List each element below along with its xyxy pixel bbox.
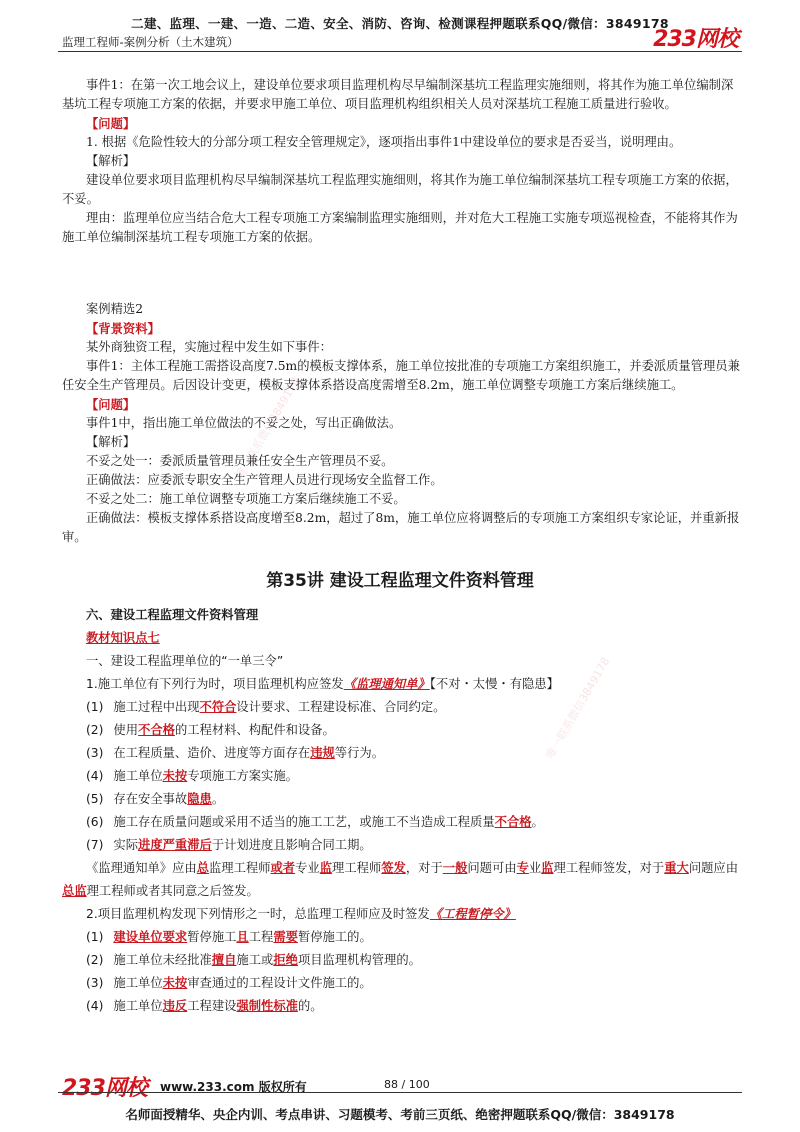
- case2-analysis-2: 正确做法：应委派专职安全生产管理人员进行现场安全监督工作。: [86, 473, 443, 487]
- condition-text: 施工或: [236, 953, 274, 967]
- condition-text: 专项施工方案实施。: [187, 769, 298, 783]
- condition-highlight: 不符合: [199, 700, 237, 714]
- document-subtitle: 监理工程师-案例分析（土木建筑）: [62, 35, 239, 49]
- condition-highlight: 进度严重滞后: [138, 838, 212, 852]
- condition-text: 工程: [248, 930, 274, 944]
- condition-number: (6): [86, 815, 104, 829]
- condition-text: 的。: [297, 999, 323, 1013]
- condition-text: 实际: [113, 838, 139, 852]
- suspension-condition-item: [62, 972, 740, 995]
- condition-number: (4): [86, 999, 104, 1013]
- condition-text: 设计要求、工程建设标准、合同约定。: [236, 700, 446, 714]
- condition-highlight: 需要: [273, 930, 298, 944]
- case2-background-1: 某外商独资工程，实施过程中发生如下事件：: [86, 340, 332, 354]
- condition-text: 施工过程中出现: [113, 700, 200, 714]
- condition-text: 暂停施工的。: [297, 930, 372, 944]
- case1-analysis-1: 建设单位要求项目监理机构尽早编制深基坑工程监理实施细则，将其作为施工单位编制深基坑工程专项施工方案的依据，不妥。: [62, 173, 738, 206]
- condition-number: (7): [86, 838, 104, 852]
- footer-site: www.233.com 版权所有: [160, 1080, 307, 1094]
- condition-highlight: 未按: [162, 769, 188, 783]
- case1-question-tag: 【问题】: [86, 116, 136, 131]
- case2-analysis-3: 不妥之处二：施工单位调整专项施工方案后继续施工不妥。: [86, 492, 406, 506]
- notice-conditions-list: [62, 696, 740, 857]
- condition-text: 审查通过的工程设计文件施工的。: [187, 976, 372, 990]
- watermark: 唯一联系微信3849178: [543, 655, 613, 762]
- notice-highlight: 一般: [442, 861, 468, 875]
- case1-analysis-2: 理由：监理单位应当结合危大工程专项施工方案编制监理实施细则，并对危大工程施工实施专项巡视检查，不能将其作为施工单位编制深基坑工程专项施工方案的依据。: [62, 211, 738, 244]
- suspension-condition-item: [62, 926, 740, 949]
- condition-text: 项目监理机构管理的。: [297, 953, 421, 967]
- footer-divider: [58, 1092, 742, 1093]
- notice-condition-item: [62, 834, 740, 857]
- notice-text: 监理工程师: [209, 861, 271, 875]
- condition-highlight: 建设单位要求: [113, 930, 188, 944]
- knowledge-point: 教材知识点七: [86, 631, 160, 645]
- condition-text: 。: [211, 792, 225, 806]
- case2-block: [62, 300, 740, 547]
- condition-text: 存在安全事故: [113, 792, 188, 806]
- notice-text: 问题可由: [467, 861, 517, 875]
- case1-block: [62, 76, 740, 247]
- suspension-condition-item: [62, 995, 740, 1018]
- intro-notice-line: [62, 673, 740, 696]
- notice-text: 问题应由: [688, 861, 739, 875]
- notice-condition-item: [62, 696, 740, 719]
- brand-logo: 233网校: [653, 27, 738, 52]
- case2-background-tag: 【背景资料】: [86, 321, 160, 336]
- condition-number: (2): [86, 953, 104, 967]
- condition-number: (2): [86, 723, 104, 737]
- condition-text: 使用: [113, 723, 139, 737]
- notice-condition-item: [62, 788, 740, 811]
- case1-analysis-tag: 【解析】: [86, 154, 136, 168]
- notice-mnemonic: 【不对・太慢・有隐患】: [429, 677, 559, 691]
- notice-text: 业: [307, 861, 320, 875]
- condition-text: 的工程材料、构配件和设备。: [174, 723, 335, 737]
- section-heading: 六、建设工程监理文件资料管理: [86, 608, 259, 622]
- notice-text: 理工程师: [332, 861, 382, 875]
- condition-text: 。: [531, 815, 544, 829]
- case2-analysis-1: 不妥之处一：委派质量管理员兼任安全生产管理员不妥。: [86, 454, 394, 468]
- condition-number: (5): [86, 792, 104, 806]
- condition-text: 在工程质量、造价、进度等方面存在: [113, 746, 311, 760]
- condition-highlight: 强制性标准: [236, 999, 298, 1013]
- notice-highlight: 监: [541, 861, 554, 875]
- condition-text: 暂停施工: [187, 930, 237, 944]
- suspension-form-name: 《工程暂停令》: [429, 907, 516, 921]
- notice-highlight: 总: [196, 861, 209, 875]
- intro-suspension-text: 2.项目监理机构发现下列情形之一时，总监理工程师应及时签发: [86, 907, 430, 921]
- condition-number: (3): [86, 746, 104, 760]
- notice-condition-item: [62, 719, 740, 742]
- notice-text: 发，对于: [615, 861, 665, 875]
- condition-highlight: 隐患: [187, 792, 212, 806]
- condition-number: (3): [86, 976, 104, 990]
- header-divider: [58, 51, 742, 52]
- condition-number: (4): [86, 769, 104, 783]
- page-number: 88 / 100: [384, 1078, 430, 1091]
- notice-text: 理工程师签: [553, 861, 616, 875]
- notice-highlight: 或者: [270, 861, 296, 875]
- watermark: 唯一联系微信3849178: [233, 375, 303, 482]
- case2-title: 案例精选2: [86, 302, 144, 316]
- condition-text: 等行为。: [334, 746, 384, 760]
- notice-text: ，对于: [405, 861, 443, 875]
- condition-highlight: 未按: [162, 976, 188, 990]
- condition-number: (1): [86, 930, 104, 944]
- intro-suspension-line: [62, 903, 740, 926]
- footer-contact-line: 名师面授精华、央企内训、考点串讲、习题模考、考前三页纸、绝密押题联系QQ/微信：3849178: [125, 1107, 675, 1122]
- condition-number: (1): [86, 700, 104, 714]
- condition-text: 施工单位: [113, 999, 163, 1013]
- lecture-content: [62, 604, 740, 1018]
- lecture-title: 第35讲 建设工程监理文件资料管理: [266, 571, 534, 591]
- notice-highlight: 总: [62, 884, 75, 898]
- suspension-condition-item: [62, 949, 740, 972]
- condition-highlight: 不合格: [138, 723, 175, 737]
- header-contact-line: 二建、监理、一建、一造、二造、安全、消防、咨询、检测课程押题联系QQ/微信：3849178: [131, 16, 669, 31]
- notice-text: 业: [528, 861, 542, 875]
- case2-analysis-4: 正确做法：模板支撑体系搭设高度增至8.2m，超过了8m，施工单位应将调整后的专项施工方案组织专家论证，并重新报审。: [62, 511, 740, 544]
- condition-text: 施工单位未经批准: [113, 953, 212, 967]
- case2-background-2: 事件1：主体工程施工需搭设高度7.5m的模板支撑体系，施工单位按批准的专项施工方案组织施工，并委派质量管理员兼任安全生产管理员。后因设计变更，模板支撑体系搭设高度需增至8.2m，施工单位调整专项施工方案后继续施工。: [62, 359, 740, 392]
- case2-question-tag: 【问题】: [86, 397, 136, 412]
- condition-text: 施工单位: [113, 769, 163, 783]
- case2-analysis-tag: 【解析】: [86, 435, 136, 449]
- case1-event: 事件1：在第一次工地会议上，建设单位要求项目监理机构尽早编制深基坑工程监理实施细则，将其作为施工单位编制深基坑工程专项施工方案的依据，并要求甲施工单位、项目监理机构组织相关人员对深基坑工程施工质量进行验收。: [62, 78, 734, 111]
- condition-highlight: 拒绝: [273, 953, 298, 967]
- notice-highlight: 监: [74, 884, 87, 898]
- notice-condition-item: [62, 765, 740, 788]
- condition-text: 于计划进度且影响合同工期。: [211, 838, 372, 852]
- case1-question: 1. 根据《危险性较大的分部分项工程安全管理规定》，逐项指出事件1中建设单位的要求是否妥当，说明理由。: [86, 135, 682, 149]
- condition-highlight: 违反: [162, 999, 188, 1013]
- notice-highlight: 专: [516, 861, 529, 875]
- notice-text: 专: [295, 861, 308, 875]
- notice-issuer-para: [62, 857, 740, 903]
- notice-highlight: 监: [319, 861, 333, 875]
- notice-condition-item: [62, 811, 740, 834]
- notice-text: 理工程师或者其同意之后签发。: [86, 884, 259, 898]
- footer-logo: 233网校: [62, 1076, 147, 1101]
- notice-highlight: 签发: [381, 861, 406, 875]
- subsection-heading: 一、建设工程监理单位的“一单三令”: [86, 654, 284, 668]
- condition-text: 施工单位: [113, 976, 163, 990]
- notice-form-name: 《监理通知单》: [343, 677, 430, 691]
- notice-highlight: 重大: [664, 861, 689, 875]
- condition-text: 工程建设: [187, 999, 237, 1013]
- condition-highlight: 且: [236, 930, 249, 944]
- condition-highlight: 不合格: [494, 815, 532, 829]
- case2-question: 事件1中，指出施工单位做法的不妥之处，写出正确做法。: [86, 416, 402, 430]
- notice-text: 《监理通知单》应由: [86, 861, 197, 875]
- suspension-conditions-list: [62, 926, 740, 1018]
- notice-condition-item: [62, 742, 740, 765]
- condition-highlight: 擅自: [211, 953, 237, 967]
- intro-notice-text: 1.施工单位有下列行为时，项目监理机构应签发: [86, 677, 344, 691]
- condition-highlight: 违规: [310, 746, 335, 760]
- condition-text: 施工存在质量问题或采用不适当的施工工艺，或施工不当造成工程质量: [113, 815, 495, 829]
